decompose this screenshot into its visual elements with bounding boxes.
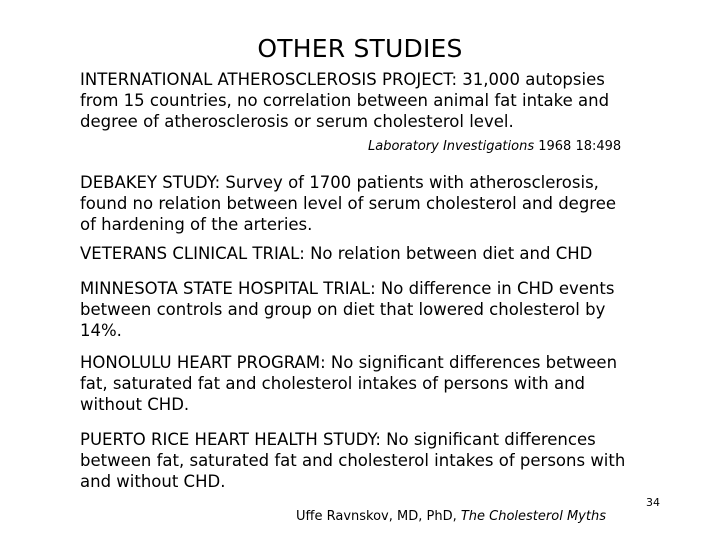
study-line: 14%. <box>80 321 122 340</box>
citation-reference: 1968 18:498 <box>534 139 622 154</box>
study-puerto-rice-heart-health <box>80 429 680 492</box>
study-debakey <box>80 172 680 235</box>
study-honolulu-heart-program <box>80 352 680 415</box>
study-line: DEBAKEY STUDY: Survey of 1700 patients with atherosclerosis, <box>80 173 599 192</box>
citation-journal: Laboratory Investigations <box>368 139 535 154</box>
study-line: VETERANS CLINICAL TRIAL: No relation between diet and CHD <box>80 244 593 263</box>
study-line: and without CHD. <box>80 472 226 491</box>
page-number: 34 <box>646 496 660 509</box>
study-line: HONOLULU HEART PROGRAM: No significant differences between <box>80 353 618 372</box>
study-line: PUERTO RICE HEART HEALTH STUDY: No significant differences <box>80 430 596 449</box>
study-line: MINNESOTA STATE HOSPITAL TRIAL: No difference in CHD events <box>80 279 615 298</box>
study-minnesota-state-hospital <box>80 278 680 341</box>
footer-credit <box>296 509 606 525</box>
study-line: degree of atherosclerosis or serum cholesterol level. <box>80 112 514 131</box>
study-international-atherosclerosis-project <box>80 69 680 132</box>
study-line: from 15 countries, no correlation between animal fat intake and <box>80 91 610 110</box>
journal-citation <box>368 139 621 155</box>
study-line: of hardening of the arteries. <box>80 215 313 234</box>
study-veterans-clinical-trial <box>80 243 680 264</box>
study-line: INTERNATIONAL ATHEROSCLEROSIS PROJECT: 31,000 autopsies <box>80 70 605 89</box>
study-line: fat, saturated fat and cholesterol intakes of persons with and <box>80 374 586 393</box>
study-line: without CHD. <box>80 395 190 414</box>
footer-author: Uffe Ravnskov, MD, PhD, <box>296 509 461 524</box>
study-line: between controls and group on diet that lowered cholesterol by <box>80 300 606 319</box>
study-line: between fat, saturated fat and cholesterol intakes of persons with <box>80 451 626 470</box>
footer-book-title: The Cholesterol Myths <box>460 509 606 524</box>
slide-title: OTHER STUDIES <box>257 34 463 63</box>
study-line: found no relation between level of serum cholesterol and degree <box>80 194 617 213</box>
